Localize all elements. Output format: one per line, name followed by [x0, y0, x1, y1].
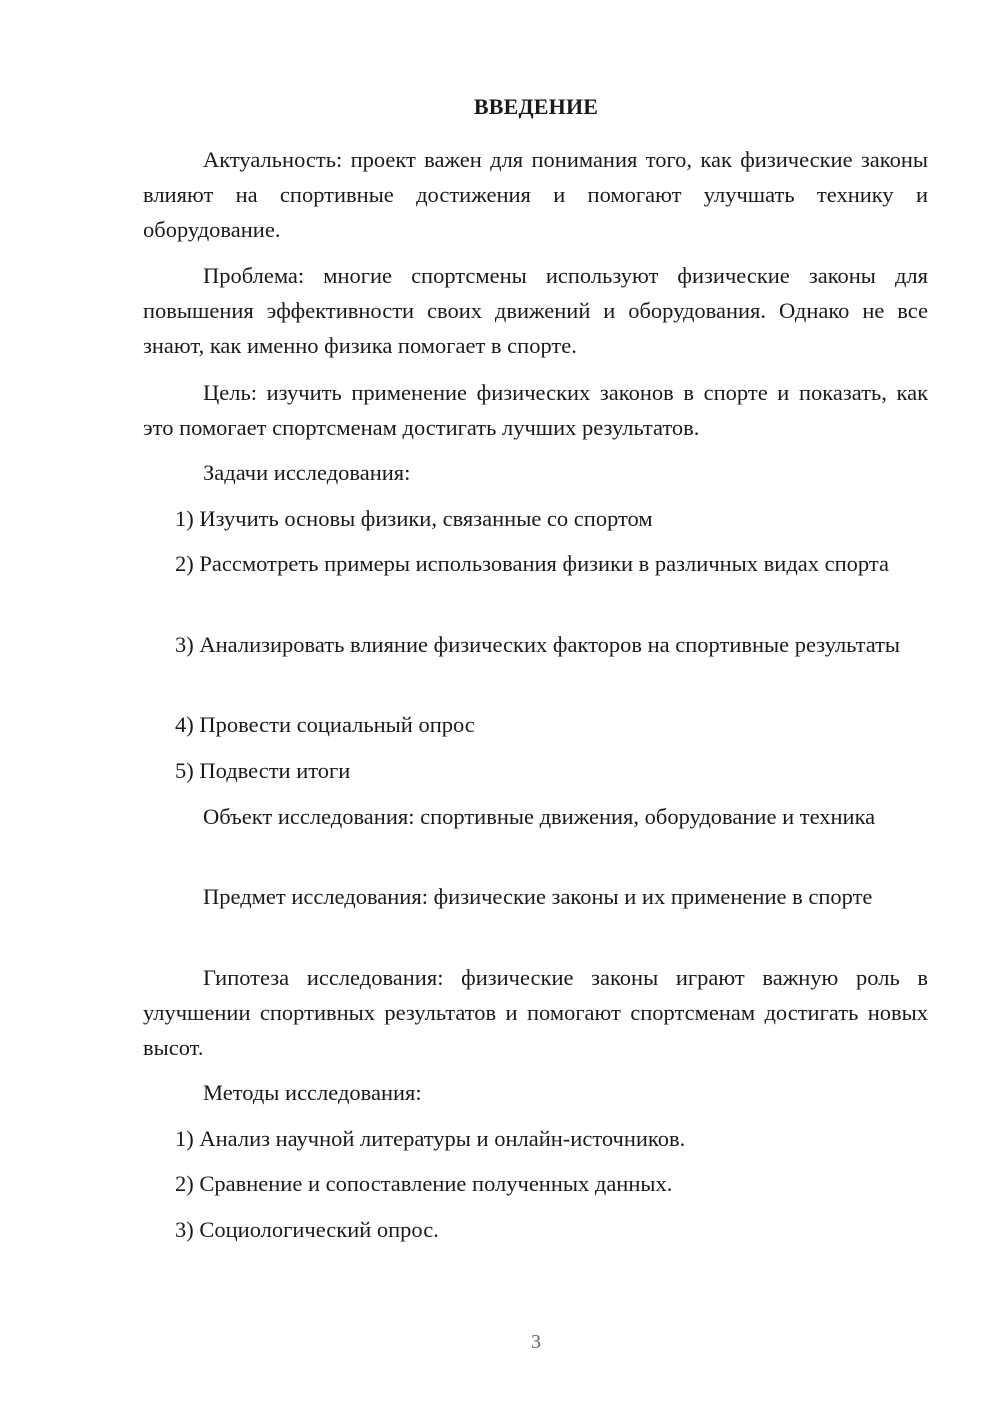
method-item: 1) Анализ научной литературы и онлайн-источников. — [175, 1126, 686, 1151]
subject-paragraph: Предмет исследования: физические законы и их применение в спорте — [203, 884, 873, 909]
task-item: 1) Изучить основы физики, связанные со спортом — [175, 506, 653, 531]
task-item: 2) Рассмотреть примеры использования физики в различных видах спорта — [175, 551, 889, 576]
object-paragraph: Объект исследования: спортивные движения, оборудование и техника — [203, 804, 876, 829]
page-title: ВВЕДЕНИЕ — [473, 94, 599, 119]
page-number: 3 — [531, 1331, 541, 1353]
task-item: 4) Провести социальный опрос — [175, 712, 475, 737]
problem-paragraph: Проблема: многие спортсмены используют физические законы для повышения эффективности своих движений и оборудования. Однако не все знают, как именно физика помогает в спорте. — [143, 263, 928, 358]
tasks-heading: Задачи исследования: — [203, 460, 411, 485]
goal-paragraph: Цель: изучить применение физических законов в спорте и показать, как это помогает спортсменам достигать лучших результатов. — [143, 380, 928, 440]
methods-heading: Методы исследования: — [203, 1080, 422, 1105]
method-item: 2) Сравнение и сопоставление полученных данных. — [175, 1171, 673, 1196]
relevance-paragraph: Актуальность: проект важен для понимания того, как физические законы влияют на спортивные достижения и помогают улучшать технику и оборудование. — [143, 147, 928, 242]
task-item: 5) Подвести итоги — [175, 758, 351, 783]
hypothesis-paragraph: Гипотеза исследования: физические законы играют важную роль в улучшении спортивных результатов и помогают спортсменам достигать новых высот. — [143, 965, 928, 1060]
method-item: 3) Социологический опрос. — [175, 1217, 439, 1242]
task-item: 3) Анализировать влияние физических факторов на спортивные результаты — [175, 632, 901, 657]
